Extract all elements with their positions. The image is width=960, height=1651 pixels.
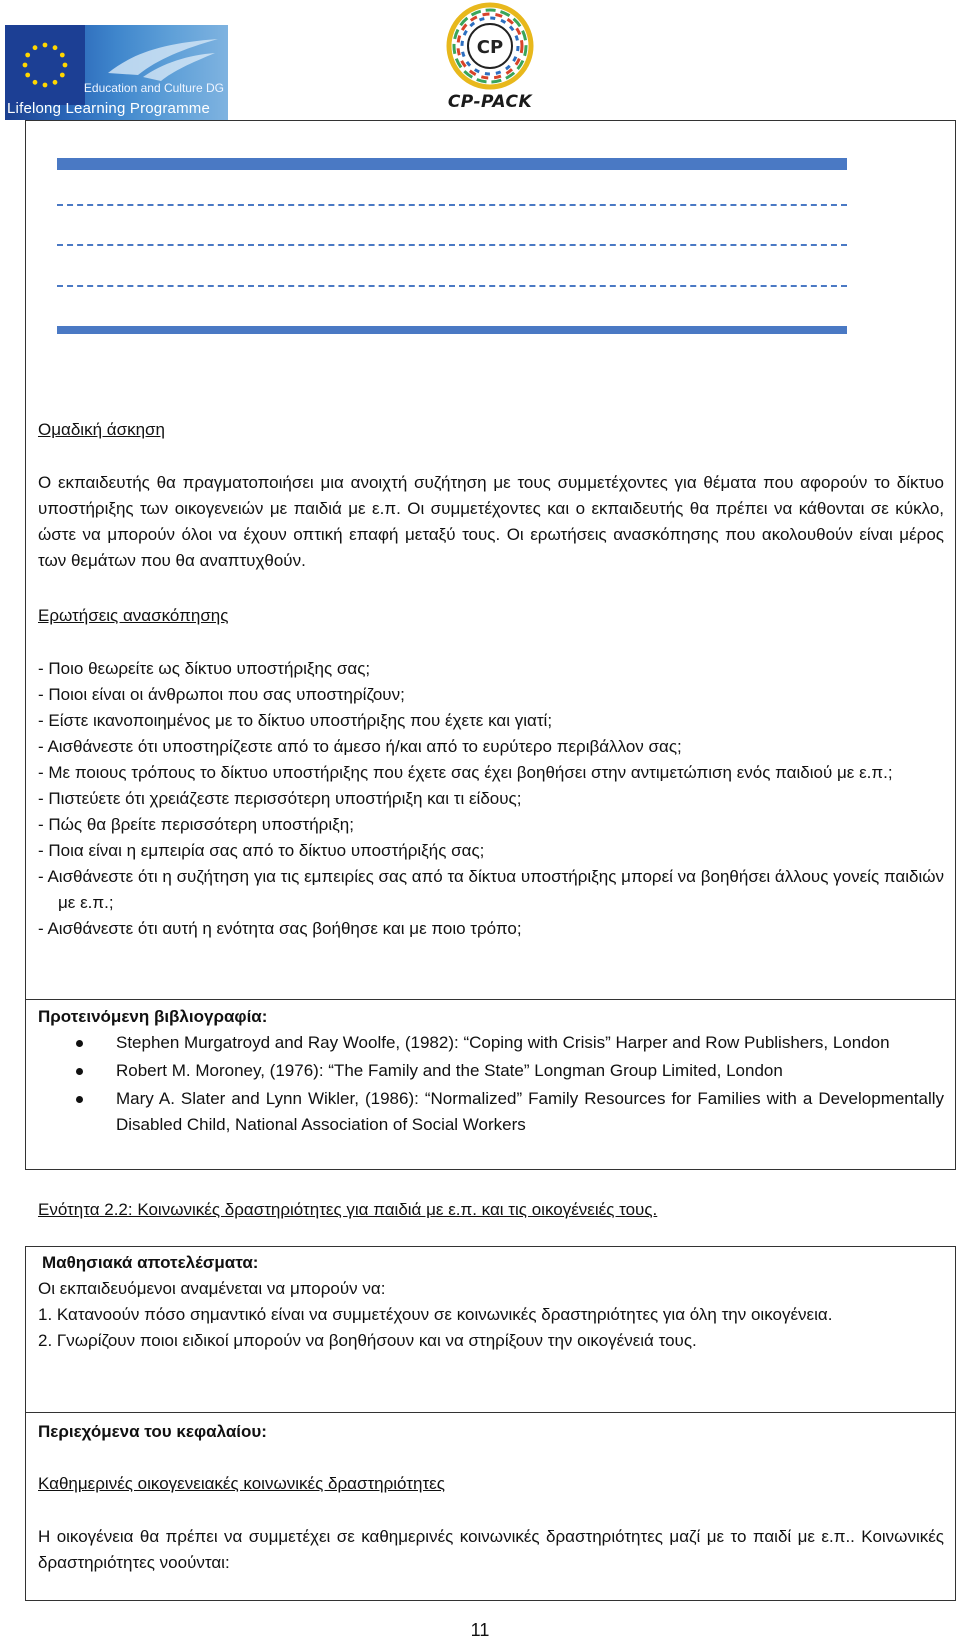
bibliography-entry: Stephen Murgatroyd and Ray Woolfe, (1982): “Coping with Crisis” Harper and Row Publishers, London — [116, 1033, 890, 1052]
review-questions-list — [38, 656, 944, 942]
list-item: - Ποια είναι η εμπειρία σας από το δίκτυο υποστήριξής σας; — [38, 841, 485, 860]
program-label: Lifelong Learning Programme — [7, 100, 211, 117]
cp-mark: CP — [476, 37, 504, 58]
list-item — [38, 1058, 944, 1084]
dashed-rule-1 — [57, 204, 847, 206]
chapter-contents-paragraph: Η οικογένεια θα πρέπει να συμμετέχει σε καθημερινές κοινωνικές δραστηριότητες μαζί με το παιδί με ε.π.. Κοινωνικές δραστηριότητες νοούνται: — [38, 1527, 944, 1572]
list-item: - Πώς θα βρείτε περισσότερη υποστήριξη; — [38, 815, 354, 834]
list-item: - Είστε ικανοποιημένος με το δίκτυο υποστήριξης που έχετε και γιατί; — [38, 711, 553, 730]
blue-rule-bottom — [57, 326, 847, 334]
group-exercise-heading: Ομαδική άσκηση — [38, 420, 165, 439]
bullet-icon — [76, 1068, 83, 1075]
lifelong-learning-logo — [5, 25, 228, 120]
list-item: - Ποιο θεωρείτε ως δίκτυο υποστήριξης σας; — [38, 659, 371, 678]
group-exercise-paragraph: Ο εκπαιδευτής θα πραγματοποιήσει μια ανοιχτή συζήτηση με τους συμμετέχοντες για θέματα που αφορούν το δίκτυο υποστήριξης των οικογενειών με παιδιά με ε.π. Οι συμμετέχοντες και ο εκπαιδευτής θα πρέπει να κάθονται σε κύκλο, ώστε να μπορούν όλοι να έχουν οπτική επαφή μεταξύ τους. Οι ερωτήσεις ανασκόπησης που ακολουθούν είναι μέρος των θεμάτων που θα αναπτυχθούν. — [38, 473, 944, 570]
list-item: - Αισθάνεστε ότι η συζήτηση για τις εμπειρίες σας από τα δίκτυα υποστήριξης μπορεί να βοηθήσει άλλους γονείς παιδιών με ε.π.; — [38, 867, 944, 912]
review-questions-heading: Ερωτήσεις ανασκόπησης — [38, 606, 229, 625]
dg-label: Education and Culture DG — [83, 81, 224, 95]
chapter-contents-subheading: Καθημερινές οικογενειακές κοινωνικές δραστηριότητες — [38, 1474, 445, 1493]
bibliography-entry: Robert M. Moroney, (1976): “The Family and the State” Longman Group Limited, London — [116, 1061, 783, 1080]
learning-outcomes-heading: Μαθησιακά αποτελέσματα: — [42, 1253, 259, 1272]
list-item: - Αισθάνεστε ότι υποστηρίζεστε από το άμεσο ή/και από το ευρύτερο περιβάλλον σας; — [38, 737, 682, 756]
eu-stars-icon — [5, 25, 85, 105]
unit-title: Ενότητα 2.2: Κοινωνικές δραστηριότητες για παιδιά με ε.π. και τις οικογένειές τους. — [38, 1200, 658, 1219]
page-number: 11 — [470, 1620, 490, 1640]
bibliography-entry: Mary A. Slater and Lynn Wikler, (1986): “Normalized” Family Resources for Families with a Developmentally Disabled Child, National Association of Social Workers — [116, 1089, 944, 1134]
dove-swoosh-icon — [103, 33, 223, 83]
bibliography-heading: Προτεινόμενη βιβλιογραφία: — [38, 1007, 268, 1026]
chapter-contents-heading: Περιεχόμενα του κεφαλαίου: — [38, 1422, 267, 1441]
bullet-icon — [76, 1040, 83, 1047]
bullet-icon — [76, 1096, 83, 1103]
cp-pack-logo — [440, 2, 540, 114]
list-item — [38, 1030, 944, 1056]
learning-outcomes-intro: Οι εκπαιδευόμενοι αναμένεται να μπορούν να: — [38, 1279, 386, 1298]
cp-pack-name: CP-PACK — [447, 92, 533, 112]
dashed-rule-3 — [57, 285, 847, 287]
list-item — [38, 1086, 944, 1138]
list-item: - Ποιοι είναι οι άνθρωποι που σας υποστηρίζουν; — [38, 685, 405, 704]
cp-ring-icon — [446, 2, 534, 90]
bibliography-list — [38, 1030, 944, 1140]
learning-outcomes-list — [38, 1302, 944, 1354]
blue-rule-top — [57, 158, 847, 170]
list-item: - Αισθάνεστε ότι αυτή η ενότητα σας βοήθησε και με ποιο τρόπο; — [38, 919, 522, 938]
dashed-rule-2 — [57, 244, 847, 246]
list-item: 1. Κατανοούν πόσο σημαντικό είναι να συμμετέχουν σε κοινωνικές δραστηριότητες για όλη την οικογένεια. — [38, 1305, 833, 1324]
list-item: - Πιστεύετε ότι χρειάζεστε περισσότερη υποστήριξη και τι είδους; — [38, 789, 522, 808]
list-item: 2. Γνωρίζουν ποιοι ειδικοί μπορούν να βοηθήσουν και να στηρίξουν την οικογένειά τους. — [38, 1331, 697, 1350]
list-item: - Με ποιους τρόπους το δίκτυο υποστήριξης που έχετε σας έχει βοηθήσει στην αντιμετώπιση ενός παιδιού με ε.π.; — [38, 763, 893, 782]
